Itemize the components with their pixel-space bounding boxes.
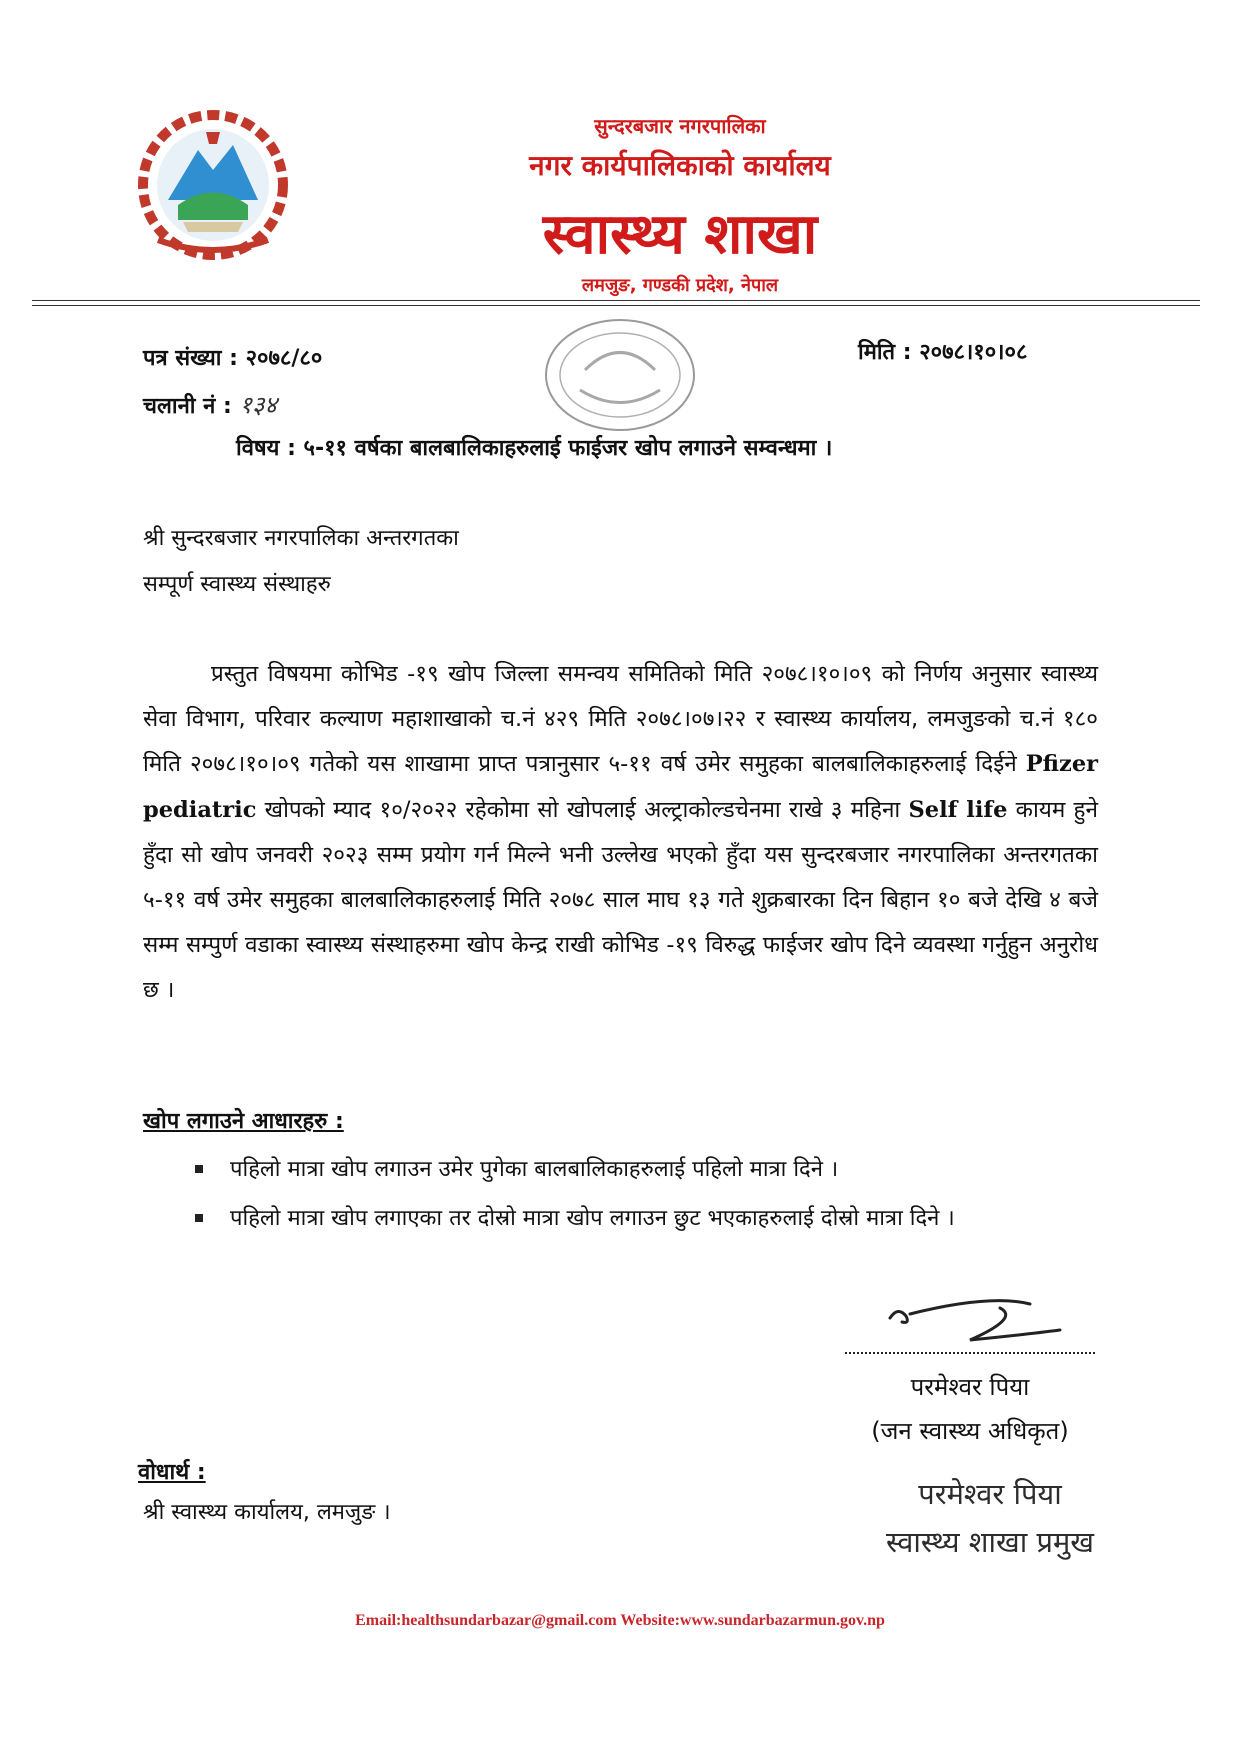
stamp-title: स्वास्थ्य शाखा प्रमुख — [885, 1525, 1095, 1559]
basis-item-text: पहिलो मात्रा खोप लगाउन उमेर पुगेका बालबालिकाहरुलाई पहिलो मात्रा दिने । — [230, 1157, 839, 1182]
list-item — [195, 1147, 1097, 1192]
office-name: नगर कार्यपालिकाको कार्यालय — [529, 149, 831, 182]
bullet-icon — [195, 1165, 203, 1173]
header-divider-2 — [32, 305, 1200, 306]
basis-heading: खोप लगाउने आधारहरु : — [143, 1109, 344, 1134]
header-divider — [32, 300, 1200, 301]
office-seal-icon — [540, 315, 700, 435]
letter-subject: विषय : ५-११ वर्षका बालबालिकाहरुलाई फाईजर खोप लगाउने सम्वन्धमा । — [236, 436, 833, 461]
dispatch-value: १३४ — [239, 391, 277, 419]
stamp-name: परमेश्वर पिया — [918, 1477, 1062, 1511]
letter-body — [143, 652, 1098, 1014]
cc-recipient: श्री स्वास्थ्य कार्यालय, लमजुङ । — [143, 1500, 391, 1525]
body-part-2: खोपको म्याद १०/२०२२ रहेकोमा सो खोपलाई अल्ट्राकोल्डचेनमा राखे ३ महिना — [256, 796, 909, 823]
basis-item-text: पहिलो मात्रा खोप लगाएका तर दोस्रो मात्रा खोप लगाउन छुट भएकाहरुलाई दोस्रो मात्रा दिने । — [230, 1206, 955, 1231]
footer-contact: Email:healthsundarbazar@gmail.com Website:www.sundarbazarmun.gov.np — [355, 1612, 885, 1629]
signatory-name: परमेश्वर पिया — [910, 1373, 1030, 1401]
body-part-1: प्रस्तुत विषयमा कोभिड -१९ खोप जिल्ला समन्वय समितिको मिति २०७८।१०।०९ को निर्णय अनुसार स्वास्थ्य सेवा विभाग, परिवार कल्याण महाशाखाको च.नं ४२९ मिति २०७८।०७।२२ र स्वास्थ्य कार्यालय, लमजुङको च.नं १८० मिति २०७८।१०।०९ गतेको यस शाखामा प्राप्त पत्रानुसार ५-११ वर्ष उमेर समुहका बालबालिकाहरुलाई दिईने — [143, 661, 1098, 778]
bullet-icon — [195, 1214, 203, 1222]
signature-line — [845, 1352, 1095, 1354]
addressee-line-2: सम्पूर्ण स्वास्थ्य संस्थाहरु — [143, 572, 331, 597]
letter-number: पत्र संख्या : २०७८/८० — [143, 346, 323, 371]
body-part-3: कायम हुने हुँदा सो खोप जनवरी २०२३ सम्म प्रयोग गर्न मिल्ने भनी उल्लेख भएको हुँदा यस सुन्दरबजार नगरपालिका अन्तरगतका ५-११ वर्ष उमेर समुहका बालबालिकाहरुलाई मिति २०७८ साल माघ १३ गते शुक्रबारका दिन बिहान १० बजे देखि ४ बजे सम्म सम्पुर्ण वडाका स्वास्थ्य संस्थाहरुमा खोप केन्द्र राखी कोभिड -१९ विरुद्ध फाईजर खोप दिने व्यवस्था गर्नुहुन अनुरोध छ । — [143, 796, 1098, 1004]
basis-list — [195, 1147, 1097, 1245]
nepal-emblem-icon — [138, 110, 288, 260]
body-english-2: Self life — [908, 796, 1008, 823]
letter-date: मिति : २०७८।१०।०८ — [858, 340, 1028, 365]
municipality-name: सुन्दरबजार नगरपालिका — [594, 114, 766, 138]
dispatch-label: चलानी नं : — [143, 394, 232, 419]
signatory-designation: (जन स्वास्थ्य अधिकृत) — [871, 1417, 1069, 1445]
branch-name: स्वास्थ्य शाखा — [542, 202, 818, 267]
cc-heading: वोधार्थ : — [138, 1460, 206, 1485]
handwritten-signature — [880, 1288, 1070, 1358]
office-address: लमजुङ, गण्डकी प्रदेश, नेपाल — [581, 275, 779, 296]
list-item — [195, 1196, 1097, 1241]
body-english-1: Pfizer pediatric — [143, 751, 1098, 823]
dispatch-number — [143, 388, 277, 421]
addressee-line-1: श्री सुन्दरबजार नगरपालिका अन्तरगतका — [143, 526, 459, 551]
